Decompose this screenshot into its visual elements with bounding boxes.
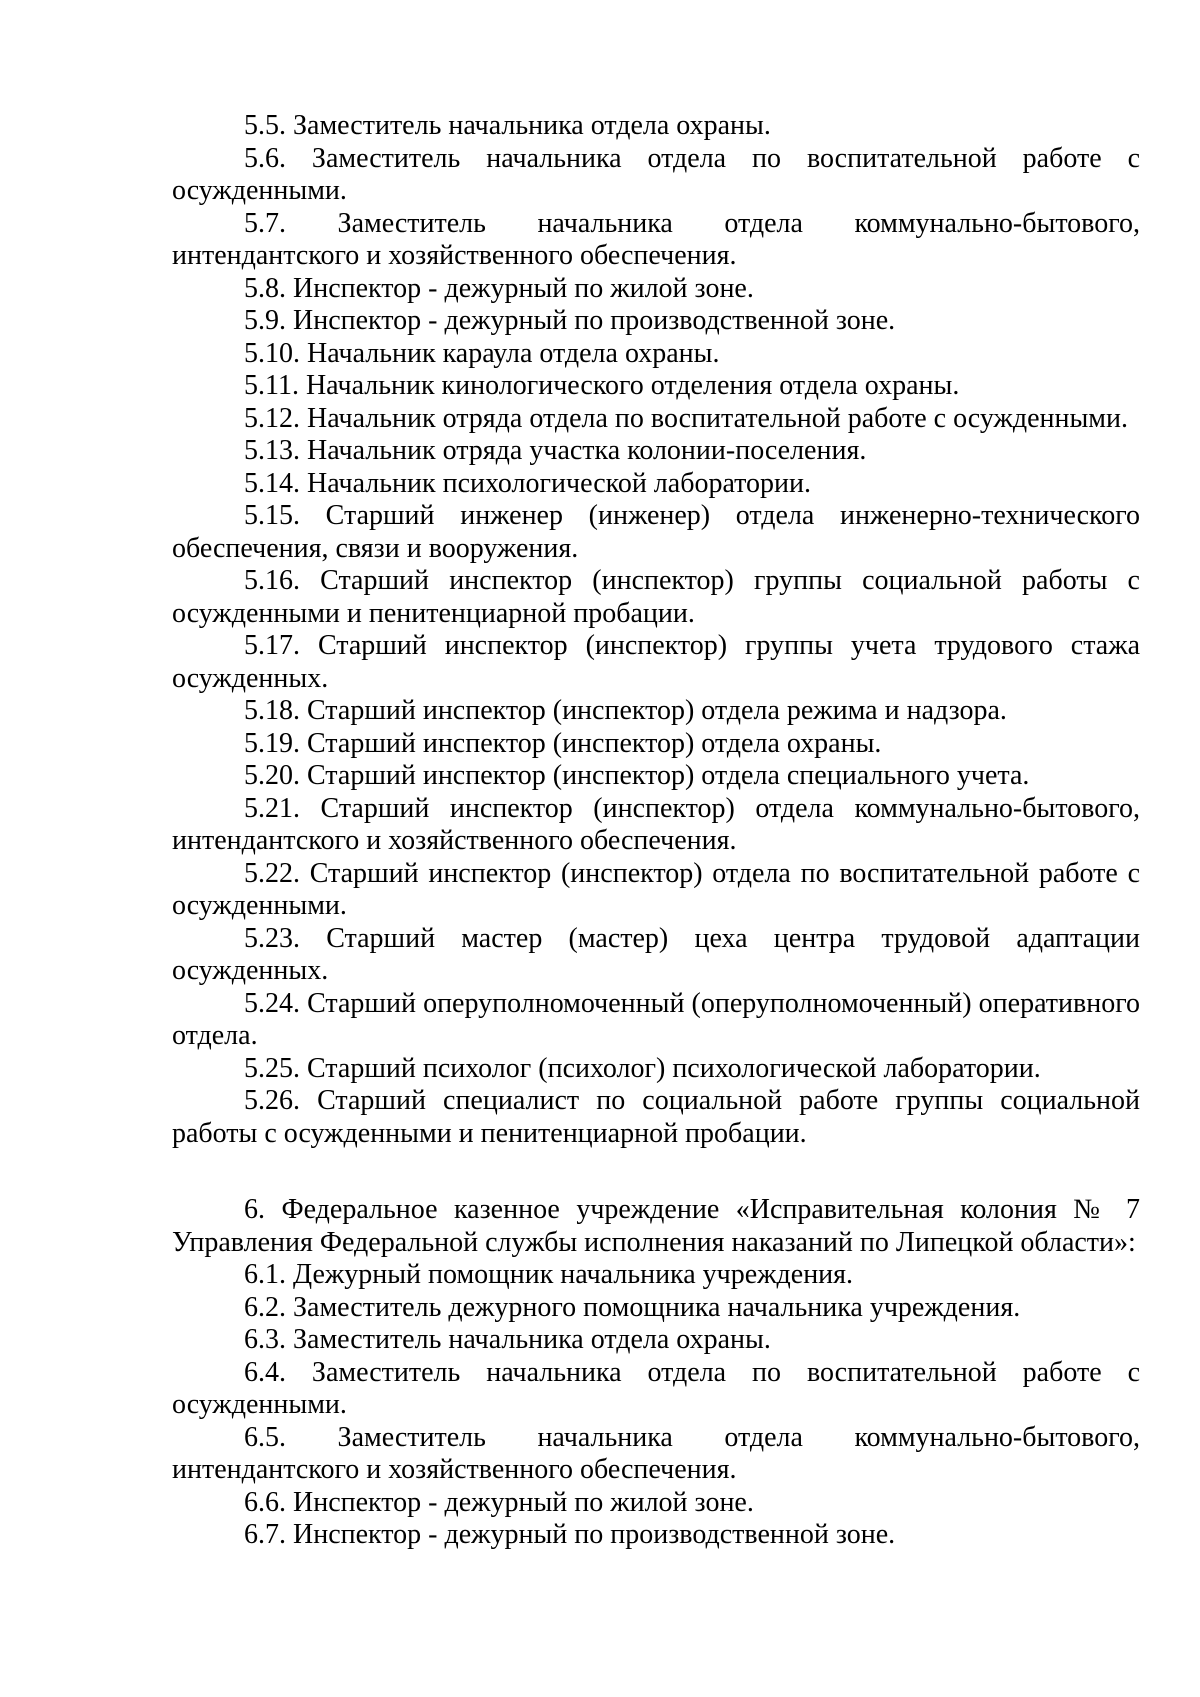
list-item: 5.7. Заместитель начальника отдела коммунально-бытового, интендантского и хозяйственного обеспечения.: [172, 207, 1140, 271]
list-item: 5.19. Старший инспектор (инспектор) отдела охраны.: [244, 727, 882, 759]
list-item: 6.5. Заместитель начальника отдела коммунально-бытового, интендантского и хозяйственного обеспечения.: [172, 1421, 1140, 1485]
list-item: 5.25. Старший психолог (психолог) психологической лаборатории.: [244, 1052, 1041, 1084]
list-item: 5.15. Старший инженер (инженер) отдела инженерно-технического обеспечения, связи и вооружения.: [172, 500, 1140, 564]
list-item: 5.12. Начальник отряда отдела по воспитательной работе с осужденными.: [244, 402, 1128, 434]
list-item: 6.1. Дежурный помощник начальника учреждения.: [244, 1259, 854, 1290]
list-item: 5.18. Старший инспектор (инспектор) отдела режима и надзора.: [244, 695, 1007, 726]
list-item: 5.14. Начальник психологической лаборатории.: [244, 467, 811, 499]
list-item: 5.6. Заместитель начальника отдела по воспитательной работе с осужденными.: [172, 142, 1140, 206]
list-item: 5.24. Старший оперуполномоченный (оперуполномоченный) оперативного отдела.: [172, 987, 1140, 1051]
list-item: 5.26. Старший специалист по социальной работе группы социальной работы с осужденными и пенитенциарной пробации.: [172, 1085, 1140, 1149]
list-item: 5.20. Старший инспектор (инспектор) отдела специального учета.: [244, 760, 1030, 791]
list-item: 5.16. Старший инспектор (инспектор) группы социальной работы с осужденными и пенитенциарной пробации.: [172, 565, 1140, 629]
section-spacer: [172, 1150, 1140, 1194]
list-item: 6.3. Заместитель начальника отдела охраны.: [244, 1324, 771, 1355]
list-item: 5.8. Инспектор - дежурный по жилой зоне.: [244, 272, 754, 304]
list-item: 5.11. Начальник кинологического отделения отдела охраны.: [244, 370, 960, 401]
list-item: 5.17. Старший инспектор (инспектор) группы учета трудового стажа осужденных.: [172, 630, 1140, 694]
list-item: 5.21. Старший инспектор (инспектор) отдела коммунально-бытового, интендантского и хозяйственного обеспечения.: [172, 792, 1140, 856]
list-item: 5.10. Начальник караула отдела охраны.: [244, 337, 720, 369]
list-item: 5.22. Старший инспектор (инспектор) отдела по воспитательной работе с осужденными.: [172, 857, 1140, 921]
list-item: 5.5. Заместитель начальника отдела охраны.: [244, 110, 771, 141]
list-item: 6.6. Инспектор - дежурный по жилой зоне.: [244, 1486, 754, 1518]
list-item: 5.13. Начальник отряда участка колонии-поселения.: [244, 435, 867, 466]
document-page: [172, 110, 1140, 1552]
list-item: 6.2. Заместитель дежурного помощника начальника учреждения.: [244, 1291, 1021, 1323]
list-item: 5.9. Инспектор - дежурный по производственной зоне.: [244, 305, 896, 336]
list-item: 5.23. Старший мастер (мастер) цеха центра трудовой адаптации осужденных.: [172, 922, 1140, 986]
list-item: 6.4. Заместитель начальника отдела по воспитательной работе с осужденными.: [172, 1356, 1140, 1420]
list-item: 6.7. Инспектор - дежурный по производственной зоне.: [244, 1519, 896, 1550]
section-heading: 6. Федеральное казенное учреждение «Исправительная колония № 7 Управления Федеральной службы исполнения наказаний по Липецкой области»:: [172, 1194, 1140, 1258]
